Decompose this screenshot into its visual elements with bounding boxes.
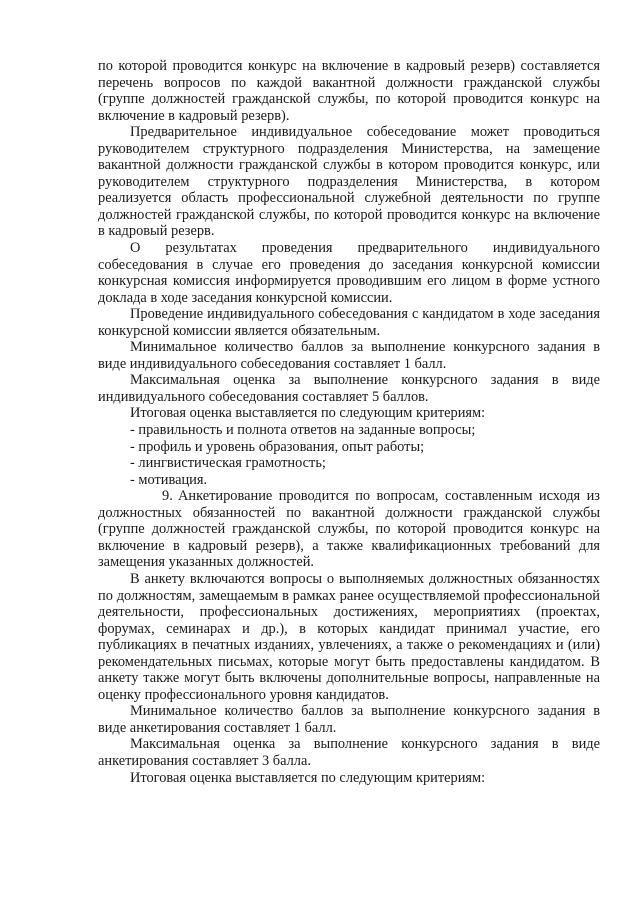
- item-text: Анкетирование проводится по вопросам, составленным исходя из должностных обязанностей по вакантной должности гражданской службы (группе должностей гражданской службы, по которой проводится конкурс на включение в кадровый резерв), а также квалификационных требований для замещения указанных должностей.: [98, 488, 600, 571]
- paragraph-interview-max-score: Максимальная оценка за выполнение конкурсного задания в виде индивидуального собеседования составляет 5 баллов.: [98, 372, 600, 405]
- criteria-item: - мотивация.: [130, 471, 208, 488]
- numbered-item-9: [98, 488, 600, 571]
- paragraph-questionnaire-content: В анкету включаются вопросы о выполняемых должностных обязанностях по должностям, замещаемым в рамках ранее осуществляемой профессиональной деятельности, профессиональных достижениях, мероприятиях (проектах, форумах, семинарах и др.), в которых кандидат принимал участие, его публикациях в печатных изданиях, увлечениях, а также о рекомендациях и (или) рекомендательных письмах, которые могут быть предоставлены кандидатом. В анкету также могут быть включены дополнительные вопросы, направленные на оценку профессионального уровня кандидатов.: [98, 570, 600, 703]
- criteria-item: - профиль и уровень образования, опыт работы;: [130, 438, 425, 455]
- paragraph-questionnaire-min-score: Минимальное количество баллов за выполнение конкурсного задания в виде анкетирования составляет 1 балл.: [98, 703, 600, 736]
- paragraph-interview-results: О результатах проведения предварительного индивидуального собеседования в случае его проведения до заседания конкурсной комиссии конкурсная комиссия информируется проводившим его лицом в форме устного доклада в ходе заседания конкурсной комиссии.: [98, 240, 600, 306]
- criteria-item: - лингвистическая грамотность;: [130, 455, 326, 472]
- paragraph-interview-mandatory: Проведение индивидуального собеседования с кандидатом в ходе заседания конкурсной комиссии является обязательным.: [98, 306, 600, 339]
- paragraph-continuation: по которой проводится конкурс на включение в кадровый резерв) составляется перечень вопросов по каждой вакантной должности гражданской службы (группе должностей гражданской службы, по которой проводится конкурс на включение в кадровый резерв).: [98, 58, 600, 124]
- criteria-item: - правильность и полнота ответов на заданные вопросы;: [130, 422, 476, 439]
- paragraph-criteria-intro: Итоговая оценка выставляется по следующим критериям:: [130, 405, 486, 422]
- paragraph-preliminary-interview: Предварительное индивидуальное собеседование может проводиться руководителем структурного подразделения Министерства, на замещение вакантной должности гражданской службы в котором проводится конкурс, или руководителем структурного подразделения Министерства, в котором реализуется область профессиональной служебной деятельности по группе должностей гражданской службы, по которой проводится конкурс на включение в кадровый резерв.: [98, 124, 600, 240]
- paragraph-criteria-intro-2: Итоговая оценка выставляется по следующим критериям:: [130, 769, 486, 786]
- item-number: 9.: [162, 488, 173, 505]
- document-text: [98, 58, 600, 786]
- paragraph-questionnaire-max-score: Максимальная оценка за выполнение конкурсного задания в виде анкетирования составляет 3 балла.: [98, 736, 600, 769]
- paragraph-interview-min-score: Минимальное количество баллов за выполнение конкурсного задания в виде индивидуального собеседования составляет 1 балл.: [98, 339, 600, 372]
